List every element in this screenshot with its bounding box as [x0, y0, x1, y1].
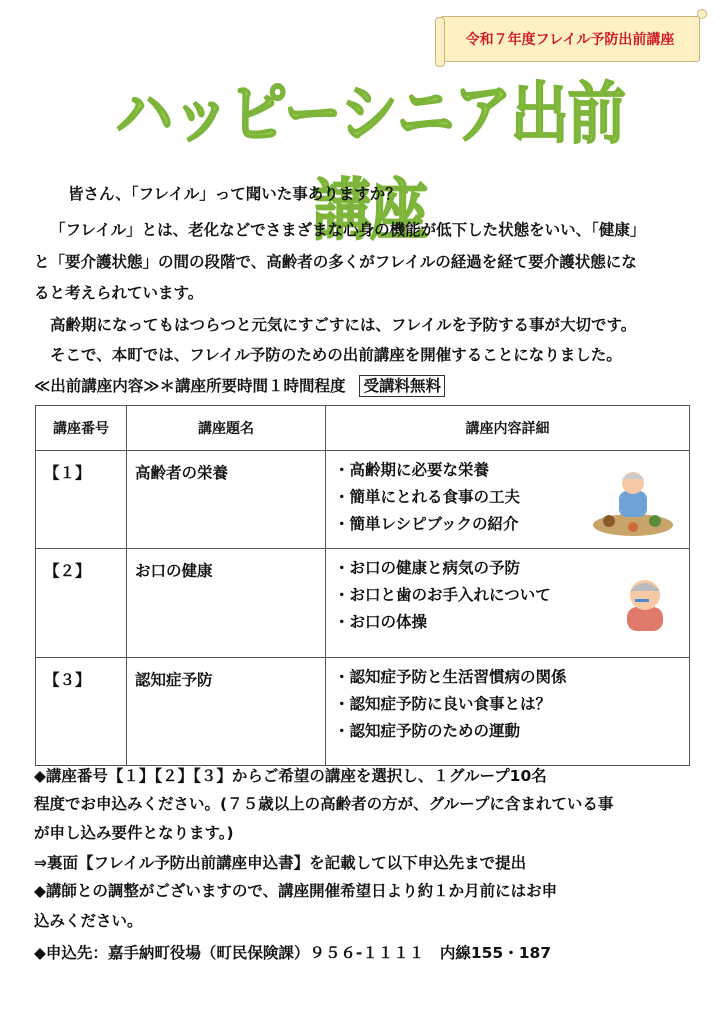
note-line: が申し込み要件となります。) — [34, 824, 234, 842]
course-number: 【２】 — [36, 549, 127, 658]
detail-item: ・高齢期に必要な栄養 — [334, 461, 490, 479]
course-name: 認知症予防 — [127, 658, 326, 766]
elderly-eating-illustration — [589, 469, 677, 539]
note-line: ◆講師との調整がございますので、講座開催希望日より約１か月前にはお申 — [34, 882, 558, 900]
elderly-brushing-teeth-illustration — [621, 575, 669, 631]
header-details: 講座内容詳細 — [326, 406, 690, 451]
detail-item: ・簡単レシピブックの紹介 — [334, 515, 519, 533]
detail-item: ・簡単にとれる食事の工夫 — [334, 488, 521, 506]
note-line: ◆講座番号【１】【２】【３】からご希望の講座を選択し、１グループ10名 — [34, 767, 547, 785]
intro-line: と「要介護状態」の間の段階で、高齢者の多くがフレイルの経過を経て要介護状態にな — [34, 253, 637, 271]
intro-line: 高齢期になってもはつらつと元気にすごすには、フレイルを予防する事が大切です。 — [50, 316, 637, 334]
intro-line: 皆さん、「フレイル」って聞いた事ありますか？ — [68, 185, 401, 203]
intro-line: 「フレイル」とは、老化などでさまざまな心身の機能が低下した状態をいい、「健康」 — [50, 221, 646, 239]
course-details — [326, 451, 690, 549]
detail-item: ・お口の体操 — [334, 613, 428, 631]
free-badge: 受講料無料 — [359, 375, 445, 397]
course-details — [326, 549, 690, 658]
note-line: ⇒裏面【フレイル予防出前講座申込書】を記載して以下申込先まで提出 — [34, 854, 527, 872]
header-title: 講座題名 — [127, 406, 326, 451]
year-banner — [440, 16, 700, 62]
banner-text: 令和７年度フレイル予防出前講座 — [465, 32, 675, 48]
detail-item: ・認知症予防と生活習慣病の関係 — [334, 668, 567, 686]
table-header-row — [36, 406, 690, 451]
table-row — [36, 658, 690, 766]
course-details — [326, 658, 690, 766]
detail-item: ・お口と歯のお手入れについて — [334, 586, 551, 604]
detail-item: ・認知症予防に良い食事とは？ — [334, 695, 552, 713]
course-name: お口の健康 — [127, 549, 326, 658]
contents-heading — [34, 374, 445, 396]
course-number: 【１】 — [36, 451, 127, 549]
course-name: 高齢者の栄養 — [127, 451, 326, 549]
table-row — [36, 451, 690, 549]
detail-item: ・認知症予防のための運動 — [334, 722, 521, 740]
page-title: ハッピーシニア出前講座 — [115, 74, 625, 250]
table-row — [36, 549, 690, 658]
note-line: 込みください。 — [34, 912, 143, 930]
course-table — [35, 405, 690, 766]
contents-heading-text: ≪出前講座内容≫＊講座所要時間１時間程度 — [34, 377, 346, 395]
course-number: 【３】 — [36, 658, 127, 766]
note-line: 程度でお申込みください。(７５歳以上の高齢者の方が、グループに含まれている事 — [34, 795, 614, 813]
intro-line: ると考えられています。 — [34, 284, 204, 302]
header-number: 講座番号 — [36, 406, 127, 451]
contact-line: ◆申込先：嘉手納町役場（町民保険課）９５６-１１１１ 内線155・187 — [34, 944, 552, 962]
intro-line: そこで、本町では、フレイル予防のための出前講座を開催することになりました。 — [50, 346, 622, 364]
detail-item: ・お口の健康と病気の予防 — [334, 559, 521, 577]
